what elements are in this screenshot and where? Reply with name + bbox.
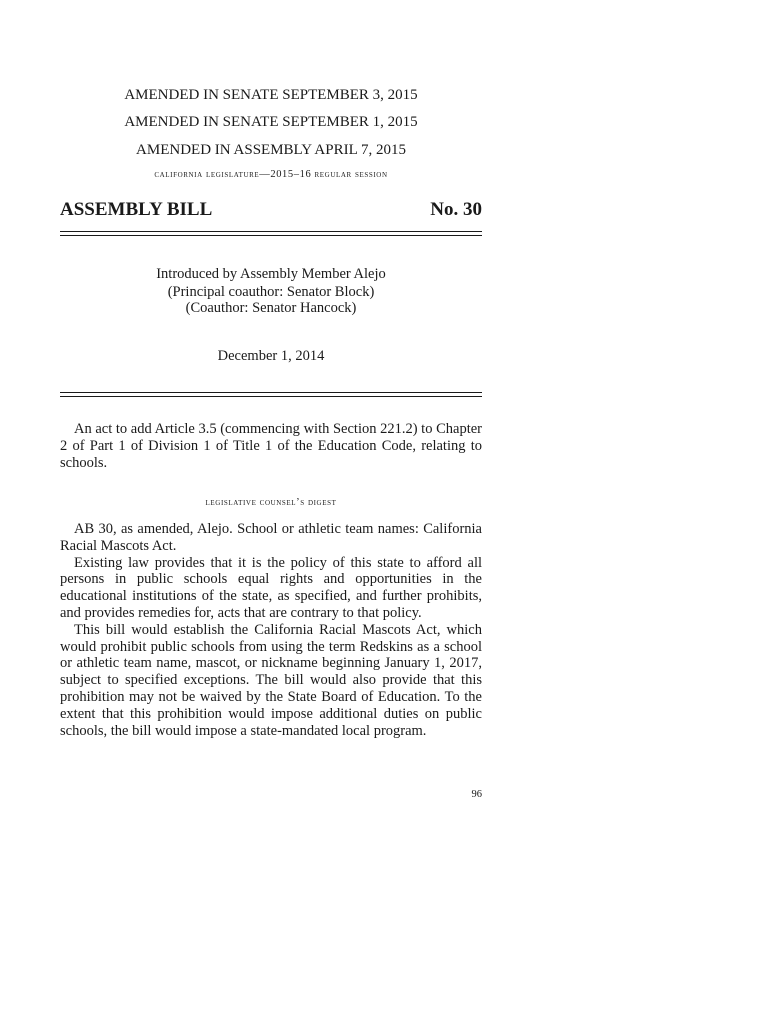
header-rule	[60, 231, 482, 236]
amendment-line-2: AMENDED IN SENATE SEPTEMBER 1, 2015	[124, 114, 418, 130]
page-number: 96	[471, 789, 482, 800]
amendment-line-1: AMENDED IN SENATE SEPTEMBER 3, 2015	[124, 87, 418, 103]
principal-coauthor: (Principal coauthor: Senator Block)	[167, 284, 375, 300]
coauthor: (Coauthor: Senator Hancock)	[185, 300, 357, 316]
digest-paragraph: This bill would establish the California Racial Mascots Act, which would prohibit public schools from using the term Redskins as a school or athletic team name, mascot, or nickname beginning January 1, 2017, subject to specified exceptions. The bill would also provide that this prohibition may not be waived by the State Board of Education. To the extent that this prohibition would impose additional duties on public schools, the bill would impose a state-mandated local program.	[60, 621, 482, 739]
introduced-by: Introduced by Assembly Member Alejo	[156, 266, 386, 282]
introduction-date: December 1, 2014	[217, 348, 325, 364]
title-paragraph-block	[60, 421, 482, 471]
digest-body	[60, 521, 482, 739]
digest-paragraph: AB 30, as amended, Alejo. School or athletic team names: California Racial Mascots Act.	[60, 521, 482, 554]
title-paragraph: An act to add Article 3.5 (commencing with Section 221.2) to Chapter 2 of Part 1 of Division 1 of Title 1 of the Education Code, relating to schools.	[60, 421, 482, 471]
digest-paragraph: Existing law provides that it is the policy of this state to afford all persons in public schools equal rights and opportunities in the educational institutions of the state, as specified, and further prohibits, and provides remedies for, acts that are contrary to that policy.	[60, 554, 482, 621]
digest-heading: legislative counsel’s digest	[205, 497, 337, 508]
bill-number: No. 30	[430, 199, 482, 220]
intro-rule	[60, 392, 482, 397]
bill-type: ASSEMBLY BILL	[60, 199, 213, 220]
session-line: california legislature—2015–16 regular session	[154, 169, 388, 180]
bill-header	[60, 198, 482, 222]
amendment-line-3: AMENDED IN ASSEMBLY APRIL 7, 2015	[136, 142, 406, 158]
